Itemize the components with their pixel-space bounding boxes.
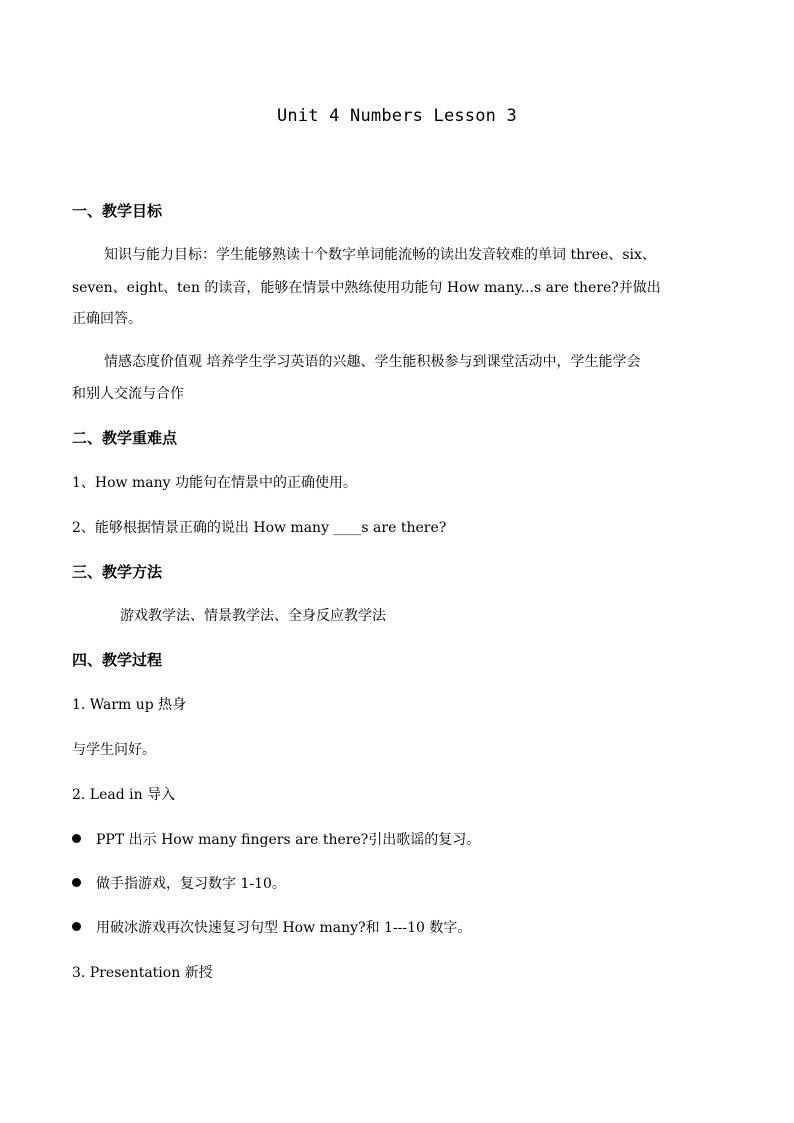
- knowledge-objective-line-1: 知识与能力目标：学生能够熟读十个数字单词能流畅的读出发音较难的单词 three、six、: [104, 247, 656, 263]
- section-heading-methods: 三、教学方法: [72, 563, 163, 581]
- document-title: Unit 4 Numbers Lesson 3: [276, 106, 517, 126]
- process-step-2: 2. Lead in 导入: [72, 787, 176, 803]
- section-heading-objectives: 一、教学目标: [72, 202, 163, 220]
- bullet-icon: [72, 878, 81, 887]
- emotion-objective-line-2: 和别人交流与合作: [72, 386, 184, 402]
- list-item-text: 做手指游戏，复习数字 1-10。: [96, 876, 286, 892]
- process-step-1-detail: 与学生问好。: [72, 742, 156, 758]
- key-point-1: 1、How many 功能句在情景中的正确使用。: [72, 475, 357, 491]
- process-step-3: 3. Presentation 新授: [72, 965, 213, 981]
- bullet-icon: [72, 922, 81, 931]
- knowledge-objective-line-3: 正确回答。: [72, 311, 142, 327]
- list-item: [72, 830, 480, 850]
- bullet-icon: [72, 834, 81, 843]
- list-item: [72, 918, 471, 938]
- key-point-2: 2、能够根据情景正确的说出 How many ____s are there?: [72, 520, 447, 536]
- list-item: [72, 874, 286, 894]
- section-heading-key-points: 二、教学重难点: [72, 429, 178, 447]
- methods-text: 游戏教学法、情景教学法、全身反应教学法: [120, 608, 386, 624]
- knowledge-objective-line-2: seven、eight、ten 的读音，能够在情景中熟练使用功能句 How many...s are there?并做出: [72, 280, 661, 296]
- list-item-text: 用破冰游戏再次快速复习句型 How many?和 1---10 数字。: [96, 920, 472, 936]
- list-item-text: PPT 出示 How many fingers are there?引出歌谣的复习。: [96, 832, 481, 848]
- emotion-objective-line-1: 情感态度价值观 培养学生学习英语的兴趣、学生能积极参与到课堂活动中，学生能学会: [104, 354, 641, 370]
- process-step-1: 1. Warm up 热身: [72, 697, 187, 713]
- section-heading-process: 四、教学过程: [72, 651, 163, 669]
